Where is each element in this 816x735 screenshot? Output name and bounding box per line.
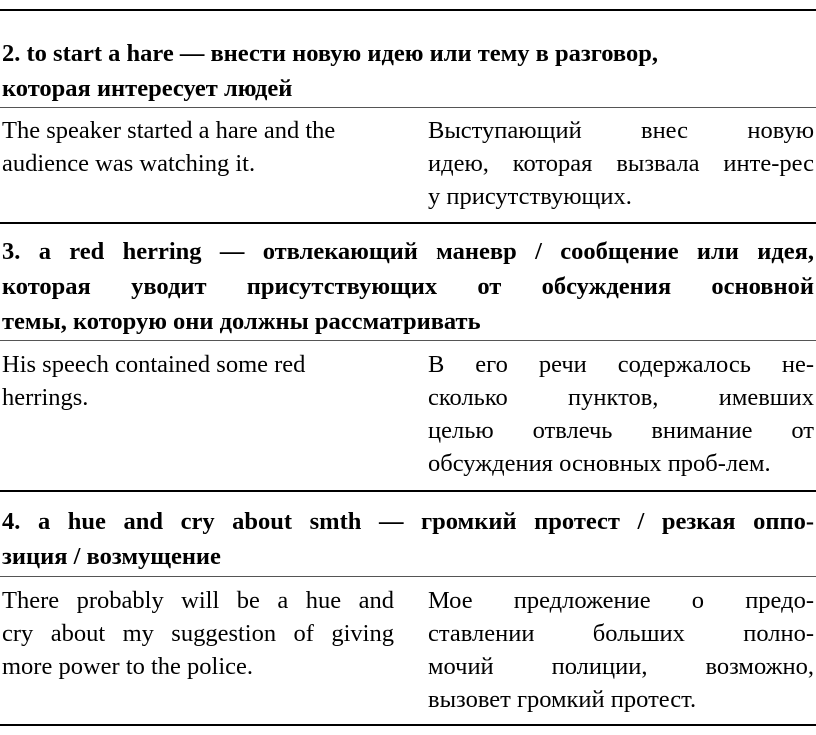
entry-3-heading	[2, 234, 814, 339]
entry-4-russian-translation	[428, 584, 814, 716]
translation-line: у присутствующих.	[428, 183, 632, 210]
example-line: audience was watching it.	[2, 150, 256, 177]
heading-line: темы, которую они должны рассматривать	[2, 308, 481, 335]
section-rule	[0, 490, 816, 492]
heading-line: зиция / возмущение	[2, 543, 221, 570]
divider	[0, 576, 816, 577]
section-rule	[0, 222, 816, 224]
heading-line: 2. to start a hare — внести новую идею или тему в разговор,	[2, 40, 658, 67]
translation-line: мочий полиции, возможно,	[428, 653, 814, 680]
divider	[0, 107, 816, 108]
example-line: cry about my suggestion of giving	[2, 620, 394, 647]
translation-line: идею, которая вызвала инте-рес	[428, 150, 814, 177]
top-rule	[0, 9, 816, 11]
translation-line: Мое предложение о предо-	[428, 587, 814, 614]
heading-line: 3. a red herring — отвлекающий маневр / сообщение или идея,	[2, 238, 814, 265]
translation-line: Выступающий внес новую	[428, 117, 814, 144]
example-line: His speech contained some red	[2, 351, 306, 378]
heading-line: которая уводит присутствующих от обсуждения основной	[2, 273, 814, 300]
translation-line: обсуждения основных проб-лем.	[428, 450, 771, 477]
heading-line: 4. a hue and cry about smth — громкий протест / резкая оппо-	[2, 508, 814, 535]
example-line: more power to the police.	[2, 653, 254, 680]
entry-3-english-example	[2, 348, 394, 414]
entry-2-heading	[2, 36, 814, 106]
bottom-rule	[0, 724, 816, 726]
translation-line: ставлении больших полно-	[428, 620, 814, 647]
example-line: The speaker started a hare and the	[2, 117, 336, 144]
heading-line: которая интересует людей	[2, 75, 293, 102]
entry-4-heading	[2, 504, 814, 574]
entry-2-english-example	[2, 114, 394, 180]
example-line: There probably will be a hue and	[2, 587, 394, 614]
translation-line: вызовет громкий протест.	[428, 686, 697, 713]
divider	[0, 340, 816, 341]
translation-line: сколько пунктов, имевших	[428, 384, 814, 411]
translation-line: В его речи содержалось не-	[428, 351, 814, 378]
translation-line: целью отвлечь внимание от	[428, 417, 814, 444]
entry-3-russian-translation	[428, 348, 814, 480]
entry-4-english-example	[2, 584, 394, 683]
example-line: herrings.	[2, 384, 89, 411]
entry-2-russian-translation	[428, 114, 814, 213]
